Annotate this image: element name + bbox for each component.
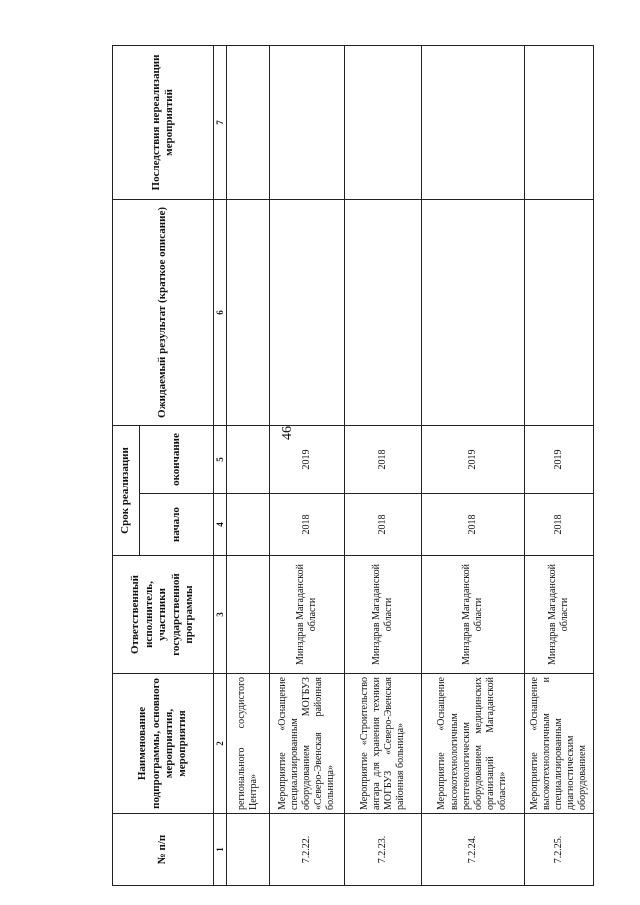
row-num: 7.2.22. [270,814,345,886]
row-result [525,199,594,425]
row-name: регионального сосудистого Центра» [227,674,270,814]
header-name: Наименование подпрограммы, основного мероприятия, мероприятия [113,674,214,814]
row-end: 2019 [422,425,525,493]
col-number: 4 [214,494,227,556]
col-number: 1 [214,814,227,886]
row-consequences [525,45,594,199]
row-num [227,814,270,886]
table-row [345,45,422,885]
row-executor: Минздрав Магаданской области [422,556,525,674]
row-num: 7.2.25. [525,814,594,886]
row-result [422,199,525,425]
col-number: 2 [214,674,227,814]
row-start: 2018 [422,494,525,556]
row-start: 2018 [270,494,345,556]
row-result [345,199,422,425]
header-result: Ожидаемый результат (краткое описание) [113,199,214,425]
header-executor: Ответственный исполнитель, участники государственной программы [113,556,214,674]
table-row [270,45,345,885]
row-start: 2018 [345,494,422,556]
header-term: Срок реализации [113,425,140,555]
header-end: окончание [140,425,214,493]
row-executor [227,556,270,674]
row-name: Мероприятие «Оснащение высокотехнологичным рентгенологическим оборудованием медицинских организаций Магаданской области» [422,674,525,814]
column-number-row [214,45,227,885]
page-number: 46 [280,426,295,440]
col-number: 5 [214,425,227,493]
row-consequences [345,45,422,199]
header-start: начало [140,494,214,556]
row-end: 2019 [270,425,345,493]
row-result [270,199,345,425]
header-num: № п/п [113,814,214,886]
row-result [227,199,270,425]
col-number: 7 [214,45,227,199]
header-consequences: Последствия нереализации мероприятий [113,45,214,199]
row-consequences [422,45,525,199]
row-executor: Минздрав Магаданской области [525,556,594,674]
col-number: 6 [214,199,227,425]
row-end [227,425,270,493]
row-executor: Минздрав Магаданской области [270,556,345,674]
table-row [227,45,270,885]
rotated-table-container [112,46,622,886]
row-name: Мероприятие «Оснащение высокотехнологичным и специализированным диагностическим оборудованием [525,674,594,814]
col-number: 3 [214,556,227,674]
table-row [422,45,525,885]
row-num: 7.2.23. [345,814,422,886]
measures-table [112,45,594,886]
row-consequences [270,45,345,199]
row-end: 2019 [525,425,594,493]
row-num: 7.2.24. [422,814,525,886]
row-name: Мероприятие «Строительство ангара для хранения техники МОГБУЗ «Северо-Эвенская районная больница» [345,674,422,814]
row-executor: Минздрав Магаданской области [345,556,422,674]
row-end: 2018 [345,425,422,493]
row-consequences [227,45,270,199]
row-start: 2018 [525,494,594,556]
table-row [525,45,594,885]
row-start [227,494,270,556]
row-name: Мероприятие «Оснащение специализированным оборудованием МОГБУЗ «Северо-Эвенская районная больница» [270,674,345,814]
